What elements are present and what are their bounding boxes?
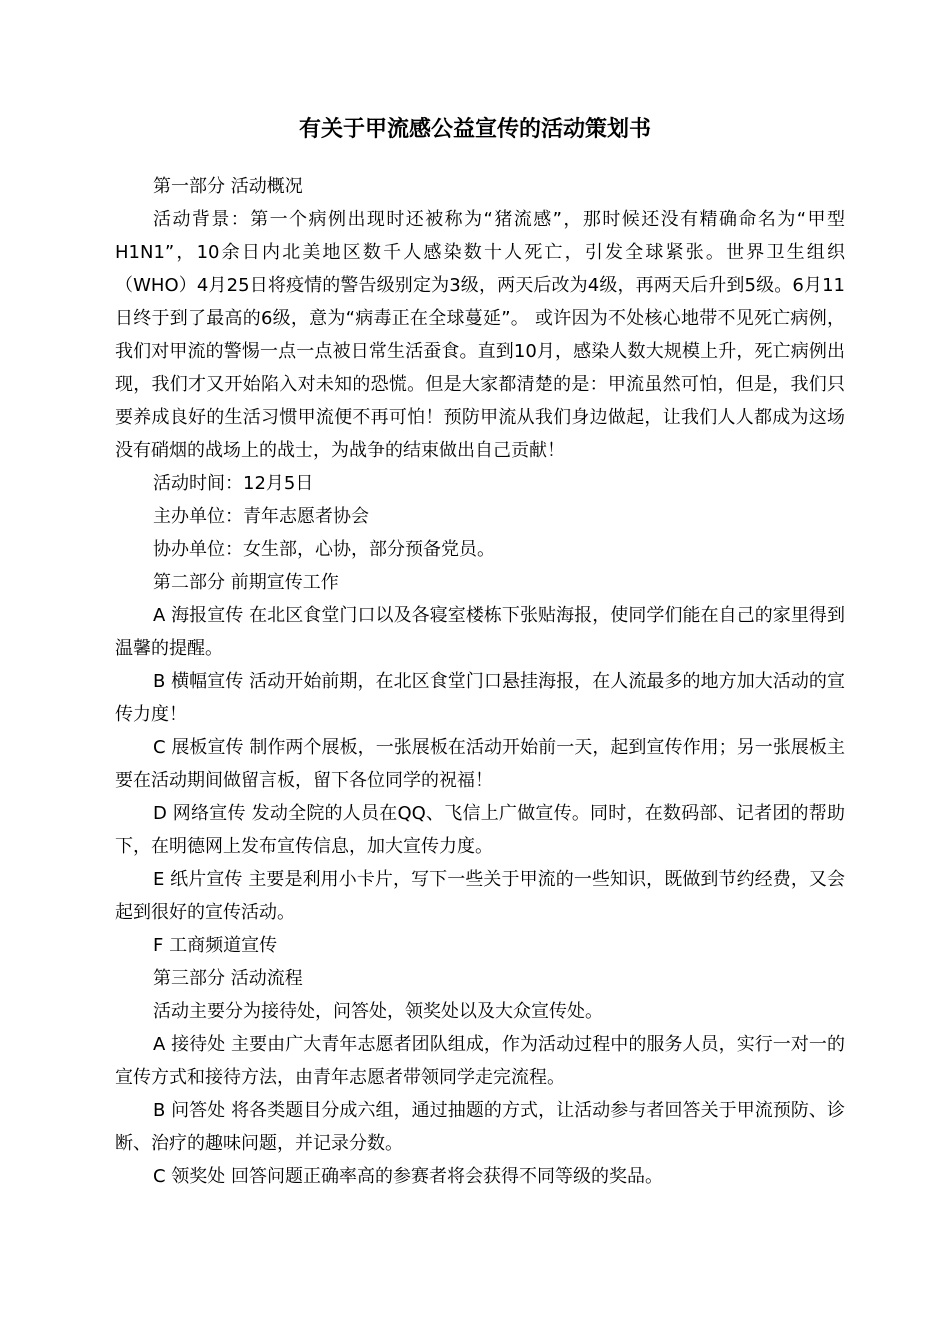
- paragraph-reception: A 接待处 主要由广大青年志愿者团队组成，作为活动过程中的服务人员，实行一对一的宣传方式和接待方法，由青年志愿者带领同学走完流程。: [115, 1034, 845, 1088]
- paragraph-cards: E 纸片宣传 主要是利用小卡片，写下一些关于甲流的一些知识，既做到节约经费，又会起到很好的宣传活动。: [115, 869, 845, 923]
- paragraph-online: D 网络宣传 发动全院的人员在QQ、飞信上广做宣传。同时，在数码部、记者团的帮助下，在明德网上发布宣传信息，加大宣传力度。: [115, 803, 845, 857]
- document-title: 有关于甲流感公益宣传的活动策划书: [298, 117, 651, 142]
- paragraph-flow-overview: 活动主要分为接待处，问答处，领奖处以及大众宣传处。: [153, 1001, 603, 1022]
- paragraph-poster: A 海报宣传 在北区食堂门口以及各寝室楼栋下张贴海报，使同学们能在自己的家里得到温馨的提醒。: [115, 605, 845, 659]
- section-heading-3: 第三部分 活动流程: [153, 968, 303, 989]
- paragraph-quiz: B 问答处 将各类题目分成六组，通过抽题的方式，让活动参与者回答关于甲流预防、诊断、治疗的趣味问题，并记录分数。: [115, 1100, 845, 1154]
- section-heading-2: 第二部分 前期宣传工作: [153, 572, 339, 593]
- paragraph-time: 活动时间：12月5日: [153, 473, 314, 494]
- paragraph-banner: B 横幅宣传 活动开始前期，在北区食堂门口悬挂海报，在人流最多的地方加大活动的宣传力度！: [115, 671, 845, 725]
- paragraph-display-board: C 展板宣传 制作两个展板，一张展板在活动开始前一天，起到宣传作用；另一张展板主要在活动期间做留言板，留下各位同学的祝福！: [115, 737, 845, 791]
- paragraph-background: 活动背景：第一个病例出现时还被称为“猪流感”，那时候还没有精确命名为“甲型H1N1”，10余日内北美地区数千人感染数十人死亡，引发全球紧张。世界卫生组织（WHO）4月25日将疫情的警告级别定为3级，两天后改为4级，再两天后升到5级。6月11日终于到了最高的6级，意为“病毒正在全球蔓延”。 或许因为不处核心地带不见死亡病例，我们对甲流的警惕一点一点被日常生活蚕食。直到10月，感染人数大规模上升，死亡病例出现，我们才又开始陷入对未知的恐慌。但是大家都清楚的是：甲流虽然可怕，但是，我们只要养成良好的生活习惯甲流便不再可怕！预防甲流从我们身边做起，让我们人人都成为这场没有硝烟的战场上的战士，为战争的结束做出自己贡献！: [115, 209, 845, 461]
- paragraph-channel: F 工商频道宣传: [153, 935, 278, 956]
- paragraph-co-organizer: 协办单位：女生部，心协，部分预备党员。: [153, 539, 495, 560]
- paragraph-awards: C 领奖处 回答问题正确率高的参赛者将会获得不同等级的奖品。: [153, 1166, 664, 1187]
- section-heading-1: 第一部分 活动概况: [153, 176, 303, 197]
- document-body: [115, 170, 845, 1193]
- paragraph-organizer: 主办单位：青年志愿者协会: [153, 506, 369, 527]
